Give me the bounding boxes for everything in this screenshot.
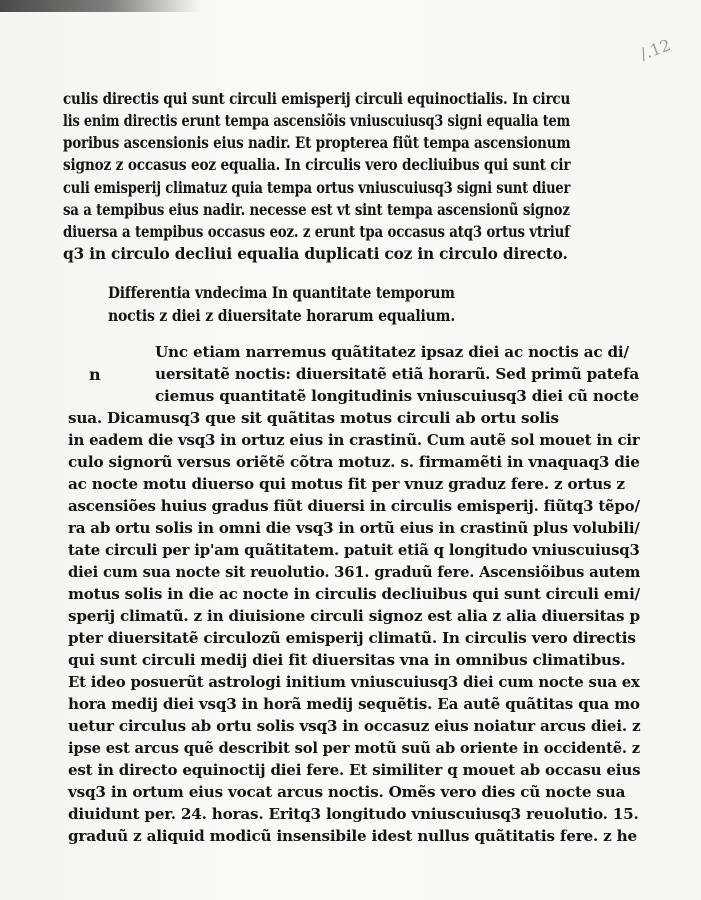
text-line: vsq3 in ortum eius vocat arcus noctis. Omẽs vero dies cũ nocte sua bbox=[68, 783, 626, 801]
text-line: hora medij diei vsq3 in horã medij sequẽtis. Ea autẽ quãtitas qua mo bbox=[68, 695, 640, 713]
text-line: qui sunt circuli medij diei fit diuersitas vna in omnibus climatibus. bbox=[68, 651, 626, 669]
text-line: pter diuersitatẽ circulozũ emisperij climatũ. In circulis vero directis bbox=[68, 629, 636, 647]
scan-shadow-edge bbox=[0, 0, 200, 12]
text-line: tate circuli per ip'am quãtitatem. patuit etiã q longitudo vniuscuiusq3 bbox=[68, 541, 640, 559]
text-line: est in directo equinoctij diei fere. Et similiter q mouet ab occasu eius bbox=[68, 761, 641, 779]
text-line: graduũ z aliquid modicũ insensibile idest nullus quãtitatis fere. z he bbox=[68, 827, 637, 845]
text-line: culo signorũ versus oriẽtẽ cõtra motuz. s. firmamẽti in vnaquaq3 die bbox=[68, 453, 640, 471]
text-line: culis directis qui sunt circuli emisperij circuli equinoctialis. In circu bbox=[63, 90, 571, 108]
folio-mark: /.12 bbox=[637, 35, 674, 64]
heading-line: Differentia vndecima In quantitate temporum bbox=[108, 283, 455, 302]
heading-line: noctis z diei z diuersitate horarum equalium. bbox=[108, 306, 456, 325]
text-line: ascensiões huius gradus fiũt diuersi in circulis emisperij. fiũtq3 tẽpo/ bbox=[68, 497, 640, 515]
text-line: sperij climatũ. z in diuisione circuli signoz est alia z alia diuersitas p bbox=[68, 607, 640, 625]
text-line: ciemus quantitatẽ longitudinis vniuscuiusq3 diei cũ nocte bbox=[155, 387, 639, 405]
text-line: sa a tempibus eius nadir. necesse est vt sint tempa ascensionũ signoz bbox=[63, 201, 570, 219]
text-line: in eadem die vsq3 in ortuz eius in crastinũ. Cum autẽ sol mouet in cir bbox=[68, 431, 640, 449]
text-line: poribus ascensionis eius nadir. Et propterea fiũt tempa ascensionum bbox=[63, 134, 571, 152]
text-line: diuidunt per. 24. horas. Eritq3 longitudo vniuscuiusq3 reuolutio. 15. bbox=[68, 805, 639, 823]
text-line: signoz z occasus eoz equalia. In circulis vero decliuibus qui sunt cir bbox=[63, 156, 571, 174]
text-line: uersitatẽ noctis: diuersitatẽ etiã horarũ. Sed primũ patefa bbox=[155, 365, 639, 383]
text-line: ac nocte motu diuerso qui motus fit per vnuz graduz fere. z ortus z bbox=[68, 475, 625, 493]
text-line: culi emisperij climatuz quia tempa ortus vniuscuiusq3 signi sunt diuer bbox=[63, 179, 571, 197]
text-line: diei cum sua nocte sit reuolutio. 361. graduũ fere. Ascensiõibus autem bbox=[68, 563, 641, 581]
text-line: ra ab ortu solis in omni die vsq3 in ortũ eius in crastinũ plus volubili/ bbox=[68, 519, 640, 537]
text-line: q3 in circulo decliui equalia duplicati coz in circulo directo. bbox=[63, 245, 568, 263]
text-line: sua. Dicamusq3 que sit quãtitas motus circuli ab ortu solis bbox=[68, 409, 559, 427]
text-line: uetur circulus ab ortu solis vsq3 in occasuz eius noiatur arcus diei. z bbox=[68, 717, 641, 735]
text-line: lis enim directis erunt tempa ascensiõis vniuscuiusq3 signi equalia tem bbox=[63, 112, 571, 130]
text-line: ipse est arcus quẽ describit sol per motũ suũ ab oriente in occidentẽ. z bbox=[68, 739, 640, 757]
text-line: Unc etiam narremus quãtitatez ipsaz diei ac noctis ac di/ bbox=[155, 343, 629, 361]
text-line: diuersa a tempibus occasus eoz. z erunt tpa occasus atq3 ortus vtriuf bbox=[63, 223, 570, 241]
text-line: Et ideo posuerũt astrologi initium vniuscuiusq3 diei cum nocte sua ex bbox=[68, 673, 640, 691]
marginal-guide-letter: n bbox=[89, 365, 101, 384]
text-line: motus solis in die ac nocte in circulis decliuibus qui sunt circuli emi/ bbox=[68, 585, 640, 603]
